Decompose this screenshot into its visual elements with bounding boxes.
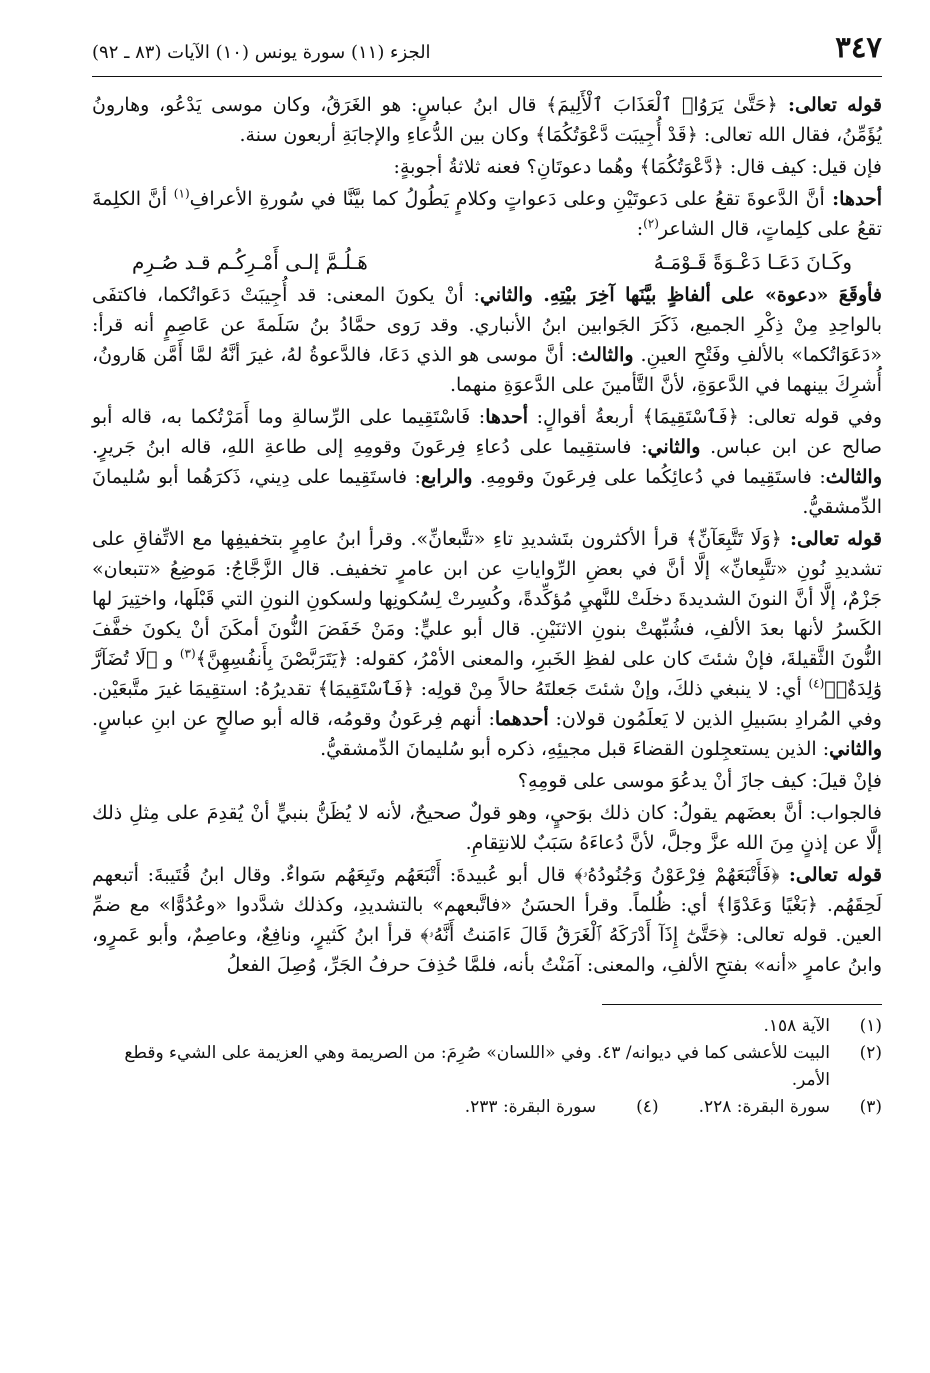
text-run: والرابع <box>420 466 473 488</box>
footnote-rule <box>602 1004 882 1005</box>
text-run: فإنْ قيلَ: كيف جازَ أنْ يدعُوَ موسى على قومِهِ؟ <box>517 770 882 792</box>
quran-quote: ﴿حَتَّىٰٓ إِذَآ أَدْرَكَهُ ٱلْغَرَقُ قَالَ ءَامَنتُ أَنَّهُۥ﴾ <box>420 924 728 946</box>
text-run: : أنهم فِرعَونُ وقومُه، قاله أبو صالحٍ عن ابنِ عباسٍ. <box>92 708 495 730</box>
text-run: قرأ الأكثرون بتَشديدِ تاءِ «تتَّبعانِّ». وقرأ ابنُ عامِرٍ بتخفيفِها مع الاتِّفاقِ على تشديدِ نُونِ «تتَّبِعانِّ» إلَّا أنَّ في بعضِ الرِّواياتِ عن ابن عامرٍ تخفيف. قال الزَّجَّاجُ: مَوضِعُ «تتبعان» جَزْمٌ، إلَّا أنَّ النونَ الشديدةَ دخلَتْ للنَّهيِ مُؤكِّدةً، وكُسِرتْ لِسُكونِها ولسكونِ النونِ التي قَبْلَها، واختِيرَ لها الكَسرُ لأنها بعدَ الألفِ، فشُبِّهتْ بنونِ الاثنَيْنِ. قال أبو عليٍّ: ومَنْ خَفَضَ النُّونَ أمكَنَ أنْ يكونَ خفَّفَ النُّونَ الثَّقيلةَ، فإنْ شئتَ كان على لفظِ الخَبرِ، والمعنى الأمْرُ، كقوله: <box>92 528 883 670</box>
text-run: قال أبو عُبيدةَ: أَتْبَعَهُم وتَبِعَهُم سَواءٌ. وقال ابنُ قُتَيبةَ: أتبعهم لَحِقَهُم. <box>92 864 882 916</box>
text-run: قال ابنُ عباسٍ: هو الغَرَقُ، وكان موسى يَدْعُو، وهارونُ يُؤَمِّنُ، فقال الله تعالى: <box>92 94 882 146</box>
quran-quote: ﴿حَتَّىٰ يَرَوُا۟ ٱلْعَذَابَ ٱلْأَلِيمَ﴾ <box>546 94 778 116</box>
paragraphs-before-verse <box>92 90 882 244</box>
text-run: : <box>636 218 644 240</box>
footnote <box>92 1013 882 1040</box>
text-run: فأوقَعَ «دعوة» على ألفاظٍ بيَّنَها آخِرَ بيْتِهِ. <box>532 284 882 306</box>
quran-quote: ﴿لَا تُضَآرَّ وَٰلِدَةٌۢ﴾ <box>92 648 882 700</box>
footnote <box>92 1040 882 1094</box>
text-run: فالجواب: أنَّ بعضَهم يقولُ: كان ذلك بوَحيٍ، وهو قولٌ صحيحٌ، لأنه لا يُظَنُّ بنبيٍّ أنْ يُقدِمَ على مِثلِ ذلك إلَّا عن إذنٍ مِنَ الله عزَّ وجلَّ، لأنَّ دُعاءَهُ سَبَبٌ للانتِقامِ. <box>92 802 882 854</box>
text-run: وكان بين الدُّعاءِ والإجابَةِ أربعون سنة. <box>239 124 536 146</box>
text-run: : أنَّ موسى هو الذي دَعَا، فالدَّعوةُ لهُ، غيرَ أنَّهُ لمَّا أَمَّن هَارونُ، أُشرِكَ بينهما في الدَّعوَةِ، لأنَّ التَّأمينَ على الدَّعوَةِ منهما. <box>92 344 882 396</box>
paragraph <box>92 184 882 244</box>
quran-quote: ﴿دَّعْوَتُكُمَا﴾ <box>639 156 724 178</box>
footnote-ref: (٤) <box>808 676 825 691</box>
footnote-text: سورة البقرة: ٢٣٣. <box>464 1097 597 1117</box>
quran-quote: ﴿قَدْ أُجِيبَت دَّعْوَتُكُمَا﴾ <box>535 124 698 146</box>
footnote-text: البيت للأعشى كما في ديوانه/ ٤٣. وفي «اللسان» صُرِمَ: من الصريمة وهي العزيمة على الشيء وقطع الأمر. <box>124 1043 830 1090</box>
text-run: فإن قيل: كيف قال: <box>723 156 882 178</box>
footnote-ref: (٢) <box>643 216 659 231</box>
page <box>92 28 882 1121</box>
text-run: والثالث <box>825 466 883 488</box>
text-run: والثاني <box>829 738 882 760</box>
text-run: و <box>157 648 180 670</box>
footnote-text: الآية ١٥٨. <box>763 1016 830 1036</box>
quran-quote: ﴿فَأَتْبَعَهُمْ فِرْعَوْنُ وَجُنُودُهُۥ﴾ <box>574 864 780 886</box>
paragraph <box>92 280 882 400</box>
running-head: الجزء (١١) سورة يونس (١٠) الآيات (٨٣ ـ ٩٢) <box>92 42 431 63</box>
text-run: والثاني <box>479 284 533 306</box>
paragraph <box>92 90 882 150</box>
footnote <box>92 1094 882 1121</box>
text-run: : الذين يستعجِلون القضاءَ قبل مجيئِهِ، ذكره أبو سُليمانَ الدِّمشقيُّ. <box>320 738 830 760</box>
text-run: : أنْ يكونَ المعنى: قد أُجِيبَتْ دَعَواتُكما، فاكتفَى بالواحِدِ مِنْ ذِكْرِ الجميع، ذَكَرَ الجَوابين ابنُ الأنباري. وقد رَوى حمَّادُ بنُ سَلَمةَ عن عَاصِمٍ أنه قرأ: «دَعَوَاتُكما» بالألفِ وفَتْحِ العينِ. <box>92 284 883 366</box>
text-run: : فَاسْتَقِيما على الرِّسالةِ وما أَمَرْتُكما به، قاله أبو صالح عن ابن عباس. <box>92 406 882 458</box>
page-header <box>92 28 882 78</box>
text-run: أحدها <box>485 406 528 428</box>
footnote-number: (٤) <box>636 1097 659 1117</box>
verse-first-hemistich: وكَـانَ دَعَـا دَعْـوَةً قَـوْمَـهُ <box>653 250 852 274</box>
paragraph <box>92 402 882 522</box>
text-run: أحدها: <box>824 188 882 210</box>
quran-quote: ﴿يَتَرَبَّصْنَ بِأَنفُسِهِنَّ﴾ <box>195 648 349 670</box>
footnote-number: (٢) <box>859 1043 882 1063</box>
footnote-split <box>465 1094 830 1121</box>
text-run: قوله تعالى: <box>781 528 882 550</box>
text-run: : فاستَقِيما على دِيني، ذَكرَهُما أبو سُليمانَ الدِّمشقيُّ. <box>92 466 882 518</box>
text-run: والثالث <box>577 344 634 366</box>
text-run: تقديرُهُ: استقِيمَا غيرَ متَّبعَيْن. وفي المُرادِ بسَبيلِ الذين لا يَعلَمُون قولان: <box>92 678 882 730</box>
footnote-text: سورة البقرة: ٢٢٨. <box>698 1097 830 1117</box>
poetry-verse <box>92 244 882 280</box>
text-run: قوله تعالى: <box>777 94 882 116</box>
paragraph <box>92 524 882 764</box>
footnote-number: (١) <box>859 1016 882 1036</box>
page-number: ٣٤٧ <box>835 30 882 64</box>
footnote-number: (٣) <box>859 1097 882 1117</box>
quran-quote: ﴿وَلَا تَتَّبِعَآنِّ﴾ <box>686 528 782 550</box>
quran-quote: ﴿بَغْيًا وَعَدْوًا﴾ <box>715 894 818 916</box>
footnote-ref: (١) <box>173 186 190 201</box>
text-run: أي: ظُلماً. وقرأ الحسَنُ «فاتَّبعهم» بالتشديدِ، وكذلك شدَّدوا «وعُدُوًّا» مع ضمِّ العين. قوله تعالى: <box>92 894 883 946</box>
paragraph <box>92 798 882 858</box>
text-run: والثاني <box>647 436 701 458</box>
header-rule <box>92 76 882 77</box>
text-run: وفي قوله تعالى: <box>738 406 882 428</box>
text-run: أحدهما <box>494 708 549 730</box>
text-run: قرأ ابنُ كَثيرٍ، ونافِعٌ، وعاصِمٌ، وأبو عَمرٍو، وابنُ عامرٍ «أنه» بفتحِ الألفِ، والمعنى: آمَنْتُ بأنه، فلمَّا حُذِفَ حرفُ الجَرِّ، وُصِلَ الفعلُ <box>92 924 882 976</box>
text-run: وهُما دعوتَانِ؟ فعنه ثلاثةُ أجوبةٍ: <box>393 156 640 178</box>
footnotes <box>92 1013 882 1094</box>
paragraphs-after-verse <box>92 280 882 980</box>
text-run: قوله تعالى: <box>779 864 882 886</box>
paragraph <box>92 766 882 796</box>
text-run: أنَّ الدَّعوةَ تقعُ على دَعوتَيْنِ وعلى دَعواتٍ وكلامٍ يَطُولُ كما بيَّنَّا في سُورةِ الأعرافِ <box>189 188 825 210</box>
text-run: أنَّ الكلِمةَ تقعُ على كلِماتٍ، قال الشاعر <box>92 188 882 240</box>
text-run: : فاستَقِيما في دُعائِكُما على فِرعَونَ وقومِهِ. <box>472 466 826 488</box>
text-run: أربعةُ أقوالٍ: <box>528 406 643 428</box>
quran-quote: ﴿فَٱسْتَقِيمَا﴾ <box>642 406 739 428</box>
verse-second-hemistich: هَـلُـمَّ إلـى أَمْـرِكُـم قـد صُـرِم <box>132 250 368 274</box>
quran-quote: ﴿فَٱسْتَقِيمَا﴾ <box>317 678 414 700</box>
footnote-ref: (٣) <box>179 646 196 661</box>
text-run: أي: لا ينبغي ذلكَ، وإنْ شئتَ جَعلتَهُ حالاً مِنْ قولِه: <box>414 678 809 700</box>
main-text <box>92 78 882 980</box>
paragraph <box>92 860 882 980</box>
text-run: : فاستقِيما على دُعاءِ فِرعَونَ وقومِهِ إلى طاعةِ اللهِ، قاله ابنُ جَريرٍ. <box>92 436 648 458</box>
paragraph <box>92 152 882 182</box>
